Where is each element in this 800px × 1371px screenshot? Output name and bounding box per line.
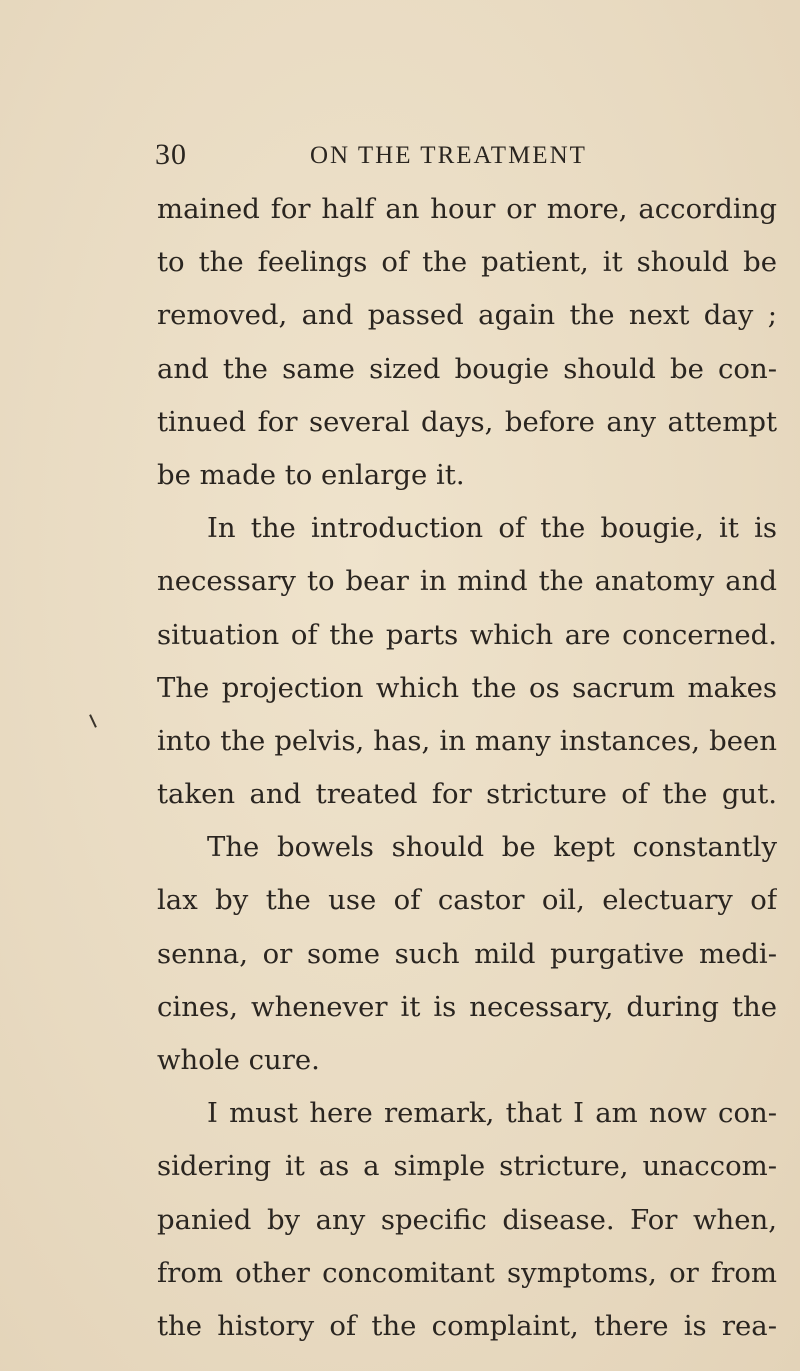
margin-mark <box>89 714 97 728</box>
body-text <box>157 183 777 1353</box>
text-line: into the pelvis, has, in many instances, been <box>157 724 777 757</box>
text-line: tinued for several days, before any attempt <box>157 405 777 438</box>
text-line: The projection which the os sacrum makes <box>157 671 777 704</box>
text-line: situation of the parts which are concerned. <box>157 618 777 651</box>
text-line: necessary to bear in mind the anatomy and <box>157 565 777 598</box>
text-line: whole cure. <box>157 1044 320 1076</box>
page-header <box>155 138 775 178</box>
text-line: mained for half an hour or more, according <box>157 193 777 225</box>
paragraph-start-line: In the introduction of the bougie, it is <box>207 512 777 545</box>
text-line: and the same sized bougie should be con- <box>157 352 777 385</box>
text-line: taken and treated for stricture of the gut. <box>157 778 777 811</box>
text-line: the history of the complaint, there is rea- <box>157 1309 777 1342</box>
text-line: sidering it as a simple stricture, unaccom- <box>157 1150 777 1183</box>
text-line: lax by the use of castor oil, electuary of <box>157 884 777 917</box>
text-line: from other concomitant symptoms, or from <box>157 1256 777 1289</box>
paragraph-start-line: The bowels should be kept constantly <box>207 831 777 864</box>
paragraph-start-line: I must here remark, that I am now con- <box>207 1097 777 1130</box>
text-line: removed, and passed again the next day ; <box>157 299 777 332</box>
page-number: 30 <box>155 138 187 171</box>
text-line: senna, or some such mild purgative medi- <box>157 937 777 970</box>
running-title: ON THE TREATMENT <box>310 142 587 169</box>
text-line: be made to enlarge it. <box>157 458 465 491</box>
text-line: to the feelings of the patient, it should be <box>157 246 777 279</box>
text-line: panied by any specific disease. For when, <box>157 1203 777 1236</box>
text-line: cines, whenever it is necessary, during the <box>157 990 777 1023</box>
